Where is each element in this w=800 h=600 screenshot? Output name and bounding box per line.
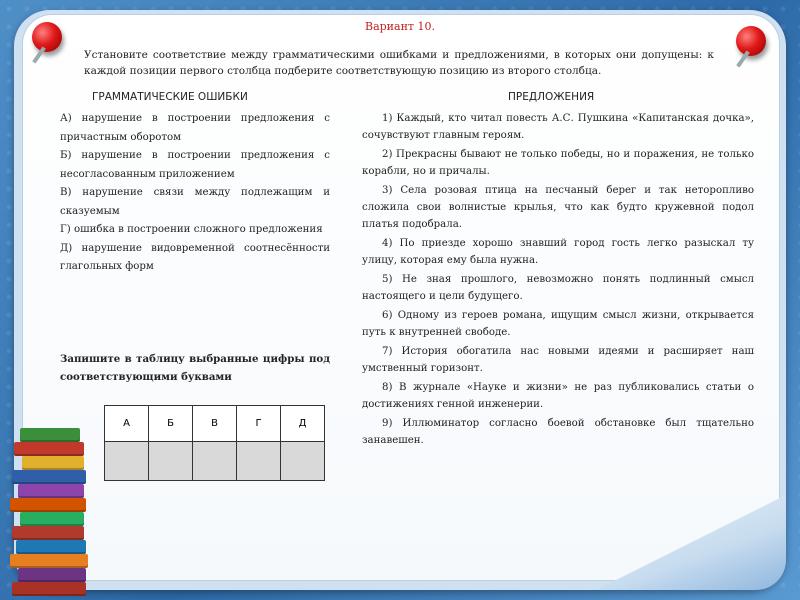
instruction-text: Запишите в таблицу выбранные цифры под соответствующими буквами [60,353,330,383]
answer-header-cell: А [105,406,149,442]
answer-header-cell: Г [237,406,281,442]
answer-table [104,405,325,481]
sentence-item: 3) Села розовая птица на песчаный берег и так неторопливо сложила свои волнистые крылья, что как будто кружевной подол платья подобрала. [362,185,754,230]
answer-table-header-row [105,406,325,442]
answer-cell[interactable] [149,442,193,481]
sentence-item: 2) Прекрасны бывают не только победы, но и поражения, не только корабли, но и причалы. [362,149,754,177]
sentence-item: 1) Каждый, кто читал повесть А.С. Пушкина «Капитанская дочка», сочувствуют главным героям. [362,113,754,141]
errors-column-title: ГРАММАТИЧЕСКИЕ ОШИБКИ [92,91,248,103]
sentences-column-title: ПРЕДЛОЖЕНИЯ [508,91,595,103]
sentences-list [362,110,754,451]
error-item: В) нарушение связи между подлежащим и сказуемым [60,187,330,217]
error-item: Г) ошибка в построении сложного предложения [60,224,323,235]
sentence-item: 8) В журнале «Науке и жизни» не раз публиковались статьи о достижениях генной инженерии. [362,382,754,410]
sentence-item: 4) По приезде хорошо знавший город гость легко разыскал ту улицу, которая ему была нужна. [362,238,754,266]
sentence-item: 5) Не зная прошлого, невозможно понять подлинный смысл настоящего и цели будущего. [362,274,754,302]
answer-table-value-row [105,442,325,481]
book-stack-icon [6,428,98,598]
task-text: Установите соответствие между грамматическими ошибками и предложениями, в которых они допущены: к каждой позиции первого столбца подберите соответствующую позицию из второго столбца. [84,49,714,77]
answer-header-cell: Б [149,406,193,442]
answer-header-cell: Д [281,406,325,442]
variant-title: Вариант 10. [365,20,435,33]
sentence-item: 6) Одному из героев романа, ищущим смысл жизни, открывается путь к внутренней свободе. [362,310,754,338]
answer-cell[interactable] [281,442,325,481]
answer-header-cell: В [193,406,237,442]
answer-cell[interactable] [237,442,281,481]
answer-cell[interactable] [193,442,237,481]
errors-list [60,110,330,277]
answer-cell[interactable] [105,442,149,481]
error-item: А) нарушение в построении предложения с причастным оборотом [60,113,330,143]
error-item: Д) нарушение видовременной соотнесённости глагольных форм [60,242,330,272]
sentence-item: 9) Иллюминатор согласно боевой обстановке был тщательно занавешен. [362,418,754,446]
sentence-item: 7) История обогатила нас новыми идеями и расширяет наш умственный горизонт. [362,346,754,374]
error-item: Б) нарушение в построении предложения с несогласованным приложением [60,150,330,180]
